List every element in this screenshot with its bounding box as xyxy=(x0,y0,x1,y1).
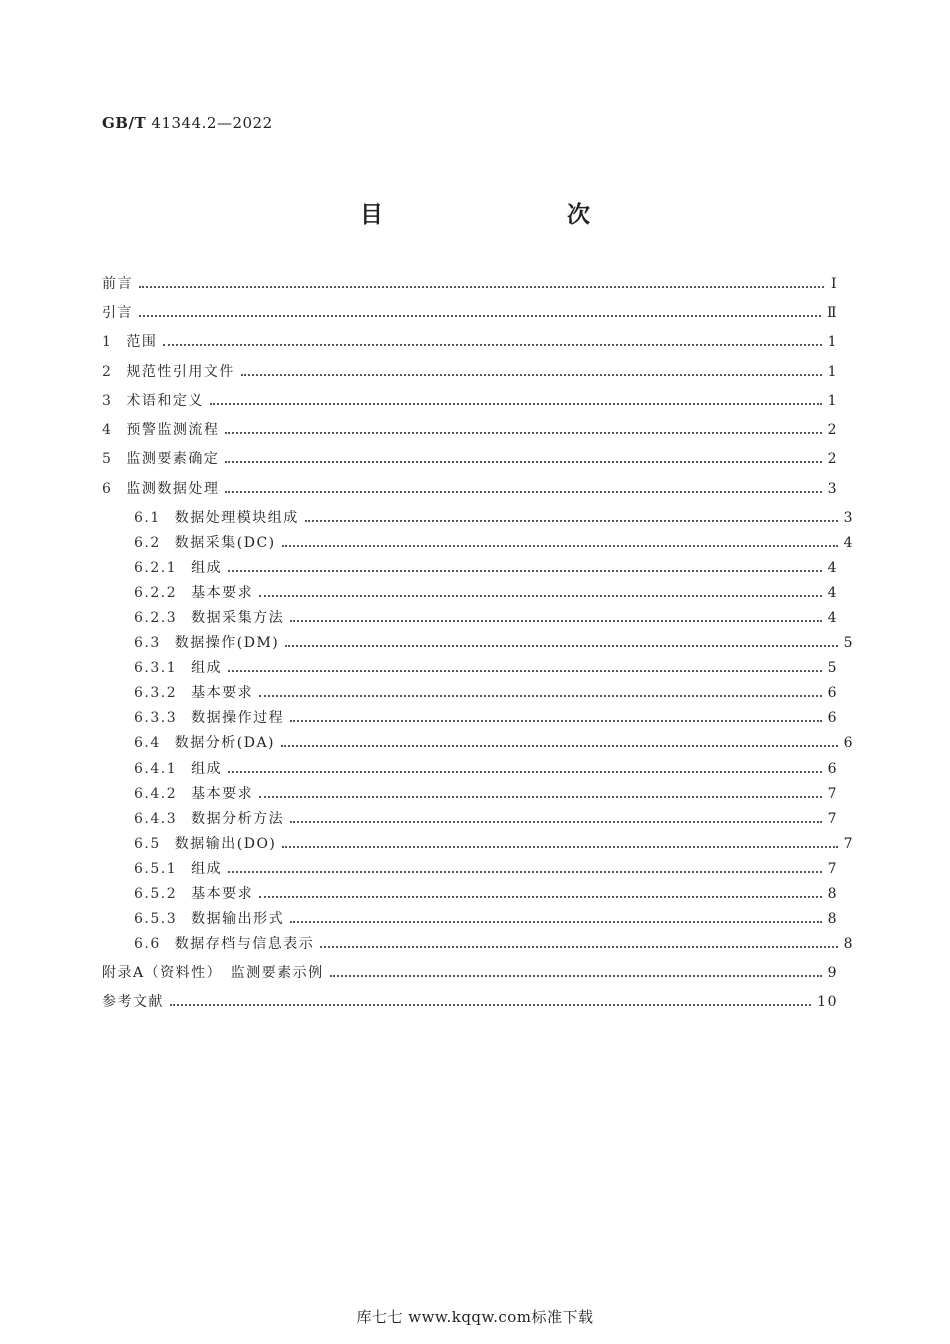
toc-page-number: 6 xyxy=(827,685,838,701)
toc-entry-label xyxy=(134,633,279,653)
toc-dot-leader xyxy=(170,1004,811,1006)
toc-dot-leader xyxy=(228,771,821,773)
toc-page-number: 2 xyxy=(827,422,838,438)
toc-dot-leader xyxy=(210,403,822,405)
toc-entry[interactable] xyxy=(102,387,838,411)
standard-number: 41344.2—2022 xyxy=(151,114,273,132)
toc-entry-number: 6.4.2 xyxy=(134,786,178,802)
toc-entry-label xyxy=(134,759,222,779)
toc-entry[interactable] xyxy=(102,475,838,499)
toc-page-number: 7 xyxy=(843,836,854,852)
toc-entry[interactable] xyxy=(118,504,854,528)
toc-entry-title: 数据操作(DM) xyxy=(174,635,280,651)
toc-entry-number: 6.2.1 xyxy=(134,560,178,576)
toc-entry-number: 6.2.3 xyxy=(134,610,178,626)
toc-entry[interactable] xyxy=(118,830,854,854)
toc-entry-label xyxy=(102,391,204,411)
toc-entry-number: 6.5 xyxy=(134,836,161,852)
toc-page-number: 7 xyxy=(827,861,838,877)
toc-dot-leader xyxy=(225,432,821,434)
toc-dot-leader xyxy=(225,461,821,463)
toc-entry[interactable] xyxy=(118,629,854,653)
toc-entry-number: 6 xyxy=(102,481,113,497)
toc-entry[interactable] xyxy=(118,529,854,553)
toc-page-number: 1 xyxy=(827,334,838,350)
toc-dot-leader xyxy=(228,570,821,572)
toc-entry-title: 基本要求 xyxy=(191,786,254,802)
toc-entry-label xyxy=(134,909,284,929)
toc-entry-label xyxy=(134,708,284,728)
toc-entry[interactable] xyxy=(102,270,838,294)
toc-entry-title: 监测数据处理 xyxy=(126,481,220,497)
toc-entry-number: 6.3.1 xyxy=(134,660,178,676)
toc-entry[interactable] xyxy=(134,905,838,929)
toc-entry-title: 数据采集(DC) xyxy=(174,535,276,551)
toc-dot-leader xyxy=(290,620,821,622)
toc-dot-leader xyxy=(163,344,821,346)
toc-entry-title: 引言 xyxy=(102,305,133,321)
toc-dot-leader xyxy=(320,946,837,948)
toc-page-number: 1 xyxy=(827,393,838,409)
toc-entry[interactable] xyxy=(134,579,838,603)
toc-entry-title: 附录A（资料性） 监测要素示例 xyxy=(102,965,324,981)
toc-entry-label xyxy=(134,583,253,603)
toc-entry-number: 6.6 xyxy=(134,936,161,952)
toc-page-number: 4 xyxy=(827,585,838,601)
toc-dot-leader xyxy=(282,846,837,848)
toc-entry-number: 6.1 xyxy=(134,510,161,526)
toc-entry-number: 2 xyxy=(102,364,113,380)
toc-entry-label xyxy=(134,884,253,904)
toc-entry-number: 6.5.3 xyxy=(134,911,178,927)
toc-dot-leader xyxy=(285,645,837,647)
toc-entry-title: 前言 xyxy=(102,276,133,292)
toc-entry-label xyxy=(134,508,299,528)
toc-entry-label xyxy=(102,303,133,323)
toc-page-number: 1 xyxy=(827,364,838,380)
toc-entry-label xyxy=(102,274,133,294)
toc-page-number: 3 xyxy=(827,481,838,497)
toc-dot-leader xyxy=(282,545,838,547)
toc-entry-label xyxy=(134,683,253,703)
toc-entry-label xyxy=(102,420,219,440)
toc-entry-title: 预警监测流程 xyxy=(126,422,220,438)
toc-entry-label xyxy=(102,362,235,382)
toc-entry-label xyxy=(102,963,324,983)
toc-entry-number: 5 xyxy=(102,451,113,467)
toc-entry-number: 6.4.1 xyxy=(134,761,178,777)
toc-page-number: 9 xyxy=(827,965,838,981)
toc-dot-leader xyxy=(305,520,838,522)
toc-entry-number: 6.2 xyxy=(134,535,161,551)
toc-page-number: 8 xyxy=(827,911,838,927)
toc-dot-leader xyxy=(290,720,821,722)
toc-entry-title: 数据输出形式 xyxy=(191,911,285,927)
toc-entry-title: 基本要求 xyxy=(191,585,254,601)
toc-entry-title: 数据采集方法 xyxy=(191,610,285,626)
toc-page-number: 6 xyxy=(843,735,854,751)
toc-page-number: 5 xyxy=(843,635,854,651)
toc-entry[interactable] xyxy=(118,729,854,753)
toc-entry-label xyxy=(134,658,222,678)
toc-entry[interactable] xyxy=(134,880,838,904)
toc-dot-leader xyxy=(228,871,821,873)
footer-watermark: 库七七 www.kqqw.com标准下载 xyxy=(356,1308,594,1326)
toc-page-number: 4 xyxy=(827,610,838,626)
toc-dot-leader xyxy=(228,670,821,672)
toc-page-number: 8 xyxy=(827,886,838,902)
toc-entry-number: 6.5.1 xyxy=(134,861,178,877)
toc-entry-label xyxy=(134,558,222,578)
toc-entry-title: 术语和定义 xyxy=(126,393,204,409)
toc-page-number: 10 xyxy=(817,994,838,1010)
toc-entry-number: 3 xyxy=(102,393,113,409)
toc-entry-title: 数据分析方法 xyxy=(191,811,285,827)
toc-entry-title: 监测要素确定 xyxy=(126,451,220,467)
toc-page-number: 4 xyxy=(827,560,838,576)
toc-page-number: 7 xyxy=(827,786,838,802)
toc-page-number: 5 xyxy=(827,660,838,676)
toc-entry-label xyxy=(134,733,275,753)
toc-entry-label xyxy=(102,992,164,1012)
toc-entry-title: 基本要求 xyxy=(191,685,254,701)
toc-dot-leader xyxy=(241,374,822,376)
toc-entry[interactable] xyxy=(102,988,838,1012)
toc-dot-leader xyxy=(259,796,821,798)
toc-entry[interactable] xyxy=(134,780,838,804)
toc-entry[interactable] xyxy=(102,358,838,382)
toc-entry-number: 6.3.3 xyxy=(134,710,178,726)
toc-entry-title: 组成 xyxy=(191,560,223,576)
toc-dot-leader xyxy=(259,695,821,697)
toc-entry-number: 1 xyxy=(102,334,113,350)
toc-entry-title: 数据分析(DA) xyxy=(174,735,276,751)
toc-dot-leader xyxy=(225,491,821,493)
toc-page-number: 4 xyxy=(843,535,854,551)
toc-entry-label xyxy=(134,834,276,854)
toc-entry-title: 组成 xyxy=(191,761,223,777)
toc-entry-number: 4 xyxy=(102,422,113,438)
toc-entry-title: 数据处理模块组成 xyxy=(174,510,299,526)
toc-entry-label xyxy=(102,449,219,469)
toc-page-number: 8 xyxy=(843,936,854,952)
toc-entry[interactable] xyxy=(134,654,838,678)
toc-entry[interactable] xyxy=(134,604,838,628)
toc-entry[interactable] xyxy=(118,930,854,954)
toc-entry[interactable] xyxy=(102,959,838,983)
toc-entry[interactable] xyxy=(102,328,838,352)
toc-entry-title: 数据操作过程 xyxy=(191,710,285,726)
toc-entry-label xyxy=(134,859,222,879)
toc-entry-number: 6.3 xyxy=(134,635,161,651)
toc-entry-label xyxy=(134,809,284,829)
toc-page-number: Ⅰ xyxy=(830,276,838,292)
toc-entry-number: 6.3.2 xyxy=(134,685,178,701)
toc-entry[interactable] xyxy=(134,855,838,879)
toc-entry-title: 基本要求 xyxy=(191,886,254,902)
toc-dot-leader xyxy=(259,896,821,898)
toc-entry-label xyxy=(134,934,314,954)
toc-page-number: Ⅱ xyxy=(826,305,838,321)
toc-page-number: 6 xyxy=(827,761,838,777)
toc-entry[interactable] xyxy=(134,554,838,578)
toc-entry-title: 组成 xyxy=(191,861,223,877)
toc-dot-leader xyxy=(259,595,821,597)
toc-entry-title: 规范性引用文件 xyxy=(126,364,235,380)
toc-page-number: 3 xyxy=(843,510,854,526)
toc-entry-label xyxy=(102,332,157,352)
toc-entry[interactable] xyxy=(134,755,838,779)
toc-dot-leader xyxy=(139,315,821,317)
toc-entry-title: 数据输出(DO) xyxy=(174,836,277,852)
toc-dot-leader xyxy=(290,921,821,923)
toc-entry-number: 6.5.2 xyxy=(134,886,178,902)
toc-entry[interactable] xyxy=(134,679,838,703)
toc-entry[interactable] xyxy=(102,416,838,440)
toc-entry-title: 参考文献 xyxy=(102,994,164,1010)
toc-dot-leader xyxy=(290,821,821,823)
standard-prefix: GB/T xyxy=(102,114,147,132)
toc-entry-title: 范围 xyxy=(126,334,158,350)
toc-entry[interactable] xyxy=(102,299,838,323)
toc-page-number: 2 xyxy=(827,451,838,467)
toc-dot-leader xyxy=(281,745,838,747)
toc-entry-label xyxy=(134,784,253,804)
toc-page-number: 6 xyxy=(827,710,838,726)
toc-dot-leader xyxy=(139,286,824,288)
toc-entry[interactable] xyxy=(134,805,838,829)
toc-entry-title: 组成 xyxy=(191,660,223,676)
toc-entry[interactable] xyxy=(134,704,838,728)
toc-entry-number: 6.2.2 xyxy=(134,585,178,601)
toc-entry-label xyxy=(102,479,219,499)
page-title: 目 次 xyxy=(360,202,636,228)
toc-entry[interactable] xyxy=(102,445,838,469)
toc-entry-number: 6.4.3 xyxy=(134,811,178,827)
toc-entry-number: 6.4 xyxy=(134,735,161,751)
toc-dot-leader xyxy=(330,975,822,977)
toc-entry-label xyxy=(134,608,284,628)
standard-code xyxy=(102,114,273,132)
toc-entry-label xyxy=(134,533,276,553)
toc-page-number: 7 xyxy=(827,811,838,827)
toc-entry-title: 数据存档与信息表示 xyxy=(174,936,315,952)
